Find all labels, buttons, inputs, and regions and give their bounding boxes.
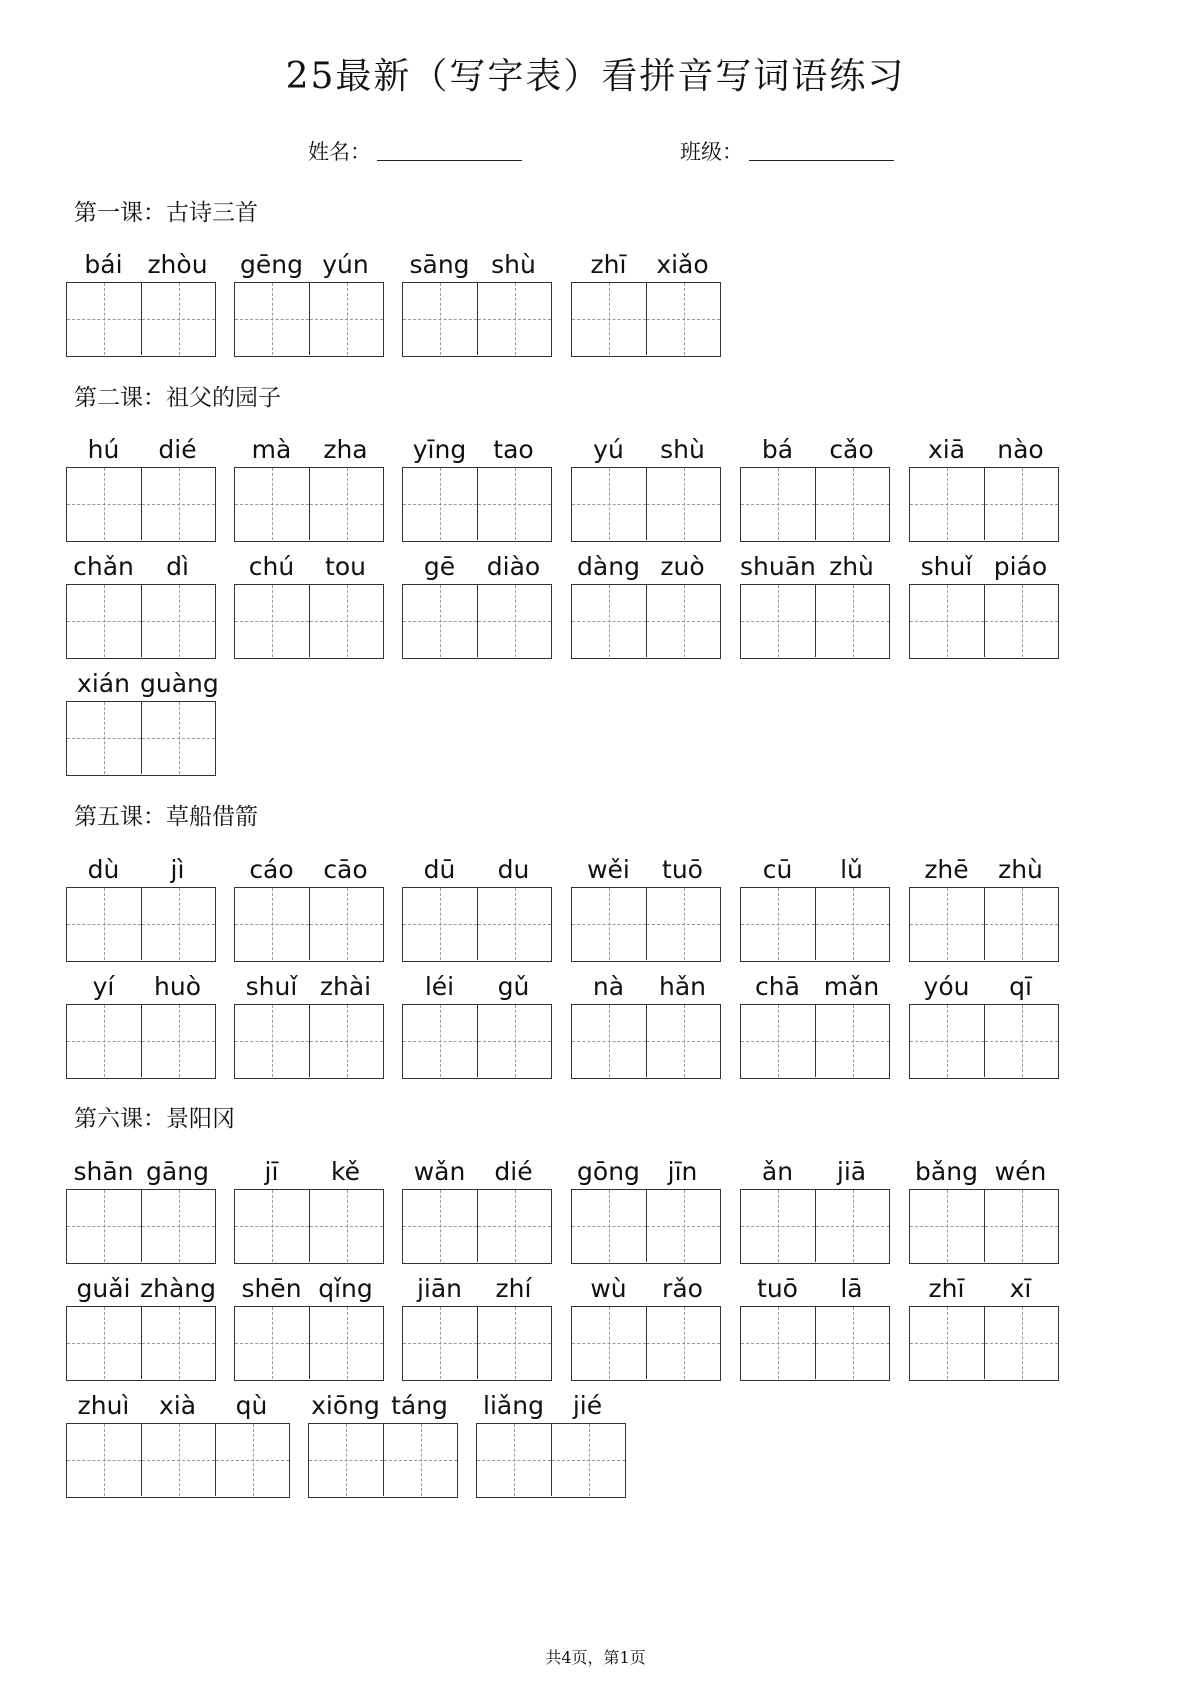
word-exercise [740,435,890,542]
tianzige-cell[interactable] [572,888,646,960]
pinyin-syllable: ǎn [761,1157,794,1186]
tianzige-cell[interactable] [309,585,383,657]
pinyin-syllable: shù [660,435,705,464]
word-exercise [909,552,1059,659]
pinyin-syllable: hǎn [658,972,706,1001]
pinyin-syllable: gāng [146,1157,209,1186]
pinyin-syllable: zhī [590,250,627,279]
tianzige-cell[interactable] [235,888,309,960]
tianzige-cell[interactable] [67,1307,141,1379]
tianzige-cell[interactable] [815,888,889,960]
writing-grid [909,584,1059,659]
page-title: 25最新（写字表）看拼音写词语练习 [285,56,906,97]
tianzige-cell[interactable] [646,1190,720,1262]
tianzige-cell[interactable] [141,702,215,774]
tianzige-cell[interactable] [910,468,984,540]
section-title: 第二课：祖父的园子 [74,385,281,411]
tianzige-cell[interactable] [646,585,720,657]
pinyin-syllable: dù [87,855,120,884]
tianzige-cell[interactable] [141,585,215,657]
pinyin-syllable: xiā [927,435,966,464]
word-exercise [66,552,216,659]
tianzige-cell[interactable] [403,888,477,960]
writing-grid [909,1189,1059,1264]
tianzige-cell[interactable] [141,283,215,355]
pinyin-syllable: shuān [740,552,816,581]
tianzige-cell[interactable] [403,585,477,657]
word-exercise [909,435,1059,542]
tianzige-cell[interactable] [572,1307,646,1379]
tianzige-cell[interactable] [309,888,383,960]
writing-grid [571,1189,721,1264]
writing-grid [66,584,216,659]
writing-grid [571,1004,721,1079]
tianzige-cell[interactable] [141,1424,215,1496]
writing-grid [740,1306,890,1381]
pinyin-syllable: bá [761,435,794,464]
writing-grid [66,887,216,962]
word-exercise [909,1274,1059,1381]
pinyin-syllable: táng [391,1391,448,1420]
tianzige-cell[interactable] [141,468,215,540]
pinyin-syllable: shān [73,1157,134,1186]
name-blank[interactable] [377,140,522,161]
tianzige-cell[interactable] [741,1190,815,1262]
tianzige-cell[interactable] [815,585,889,657]
writing-grid [234,584,384,659]
tianzige-cell[interactable] [141,1005,215,1077]
tianzige-cell[interactable] [910,585,984,657]
pinyin-syllable: zhē [924,855,969,884]
tianzige-cell[interactable] [741,585,815,657]
tianzige-cell[interactable] [984,468,1058,540]
writing-grid [66,1189,216,1264]
pinyin-syllable: wù [590,1274,627,1303]
pinyin-syllable: qī [1009,972,1032,1001]
section-title: 第五课：草船借箭 [74,804,258,830]
word-exercise [234,855,384,962]
pinyin-syllable: cǎo [829,435,874,464]
name-label: 姓名： [308,140,371,164]
pinyin-syllable: tuō [662,855,703,884]
tianzige-cell[interactable] [403,283,477,355]
writing-grid [234,1189,384,1264]
pinyin-syllable: chú [248,552,295,581]
word-exercise [66,1391,290,1498]
word-exercise [571,435,721,542]
word-exercise [402,972,552,1079]
tianzige-cell[interactable] [309,1190,383,1262]
tianzige-cell[interactable] [741,888,815,960]
pinyin-syllable: zhī [928,1274,965,1303]
pinyin-syllable: xià [158,1391,197,1420]
pinyin-syllable: zha [323,435,368,464]
tianzige-cell[interactable] [477,888,551,960]
tianzige-cell[interactable] [403,1307,477,1379]
writing-grid [402,1306,552,1381]
tianzige-cell[interactable] [477,1190,551,1262]
tianzige-cell[interactable] [403,1005,477,1077]
tianzige-cell[interactable] [309,283,383,355]
tianzige-cell[interactable] [815,1190,889,1262]
tianzige-cell[interactable] [235,1190,309,1262]
tianzige-cell[interactable] [235,585,309,657]
pinyin-syllable: zhàng [140,1274,217,1303]
tianzige-cell[interactable] [141,888,215,960]
pinyin-syllable: jiān [416,1274,463,1303]
word-exercise [571,972,721,1079]
pinyin-syllable: yīng [412,435,467,464]
pinyin-syllable: zhù [829,552,874,581]
pinyin-syllable: lǔ [840,855,863,884]
writing-grid [402,282,552,357]
tianzige-cell[interactable] [572,1005,646,1077]
writing-grid [740,584,890,659]
word-exercise [66,435,216,542]
word-exercise [234,435,384,542]
pinyin-syllable: diào [486,552,541,581]
tianzige-cell[interactable] [67,1190,141,1262]
tianzige-cell[interactable] [815,1005,889,1077]
writing-grid [571,467,721,542]
tianzige-cell[interactable] [309,1005,383,1077]
pinyin-syllable: yú [593,435,624,464]
pinyin-syllable: zhù [998,855,1043,884]
word-exercise [308,1391,458,1498]
pinyin-syllable: bái [84,250,123,279]
writing-grid [909,1306,1059,1381]
tianzige-cell[interactable] [309,1424,383,1496]
pinyin-syllable: cū [762,855,793,884]
writing-grid [740,1004,890,1079]
tianzige-cell[interactable] [984,585,1058,657]
pinyin-syllable: wén [994,1157,1047,1186]
writing-grid [66,1306,216,1381]
writing-grid [909,1004,1059,1079]
tianzige-cell[interactable] [815,468,889,540]
word-exercise [571,855,721,962]
pinyin-syllable: jié [572,1391,603,1420]
writing-grid [66,1423,290,1498]
tianzige-cell[interactable] [235,468,309,540]
pinyin-syllable: dàng [577,552,640,581]
tianzige-cell[interactable] [815,1307,889,1379]
writing-grid [571,282,721,357]
tianzige-cell[interactable] [646,1005,720,1077]
pinyin-syllable: qǐng [318,1274,373,1303]
word-exercise [234,250,384,357]
word-exercise [402,1274,552,1381]
pinyin-syllable: huò [154,972,201,1001]
tianzige-cell[interactable] [984,888,1058,960]
tianzige-cell[interactable] [67,702,141,774]
pinyin-syllable: léi [424,972,455,1001]
writing-grid [740,1189,890,1264]
tianzige-cell[interactable] [572,468,646,540]
pinyin-syllable: hú [87,435,120,464]
pinyin-syllable: qù [235,1391,268,1420]
writing-grid [571,1306,721,1381]
pinyin-syllable: yóu [923,972,970,1001]
word-exercise [740,972,890,1079]
pinyin-syllable: yí [92,972,115,1001]
writing-grid [308,1423,458,1498]
pinyin-syllable: jī [264,1157,279,1186]
tianzige-cell[interactable] [984,1005,1058,1077]
word-exercise [909,972,1059,1079]
word-exercise [66,1157,216,1264]
tianzige-cell[interactable] [572,585,646,657]
page-footer: 共4页，第1页 [545,1648,646,1667]
pinyin-syllable: tao [493,435,534,464]
pinyin-syllable: xián [77,669,130,698]
pinyin-syllable: jì [170,855,185,884]
pinyin-syllable: shuǐ [920,552,973,581]
tianzige-cell[interactable] [910,1190,984,1262]
word-exercise [571,1274,721,1381]
section-title: 第六课：景阳冈 [74,1106,235,1132]
tianzige-cell[interactable] [67,468,141,540]
tianzige-cell[interactable] [477,585,551,657]
tianzige-cell[interactable] [910,1005,984,1077]
word-exercise [740,1157,890,1264]
pinyin-syllable: dì [166,552,189,581]
word-exercise [66,1274,216,1381]
word-exercise [234,1274,384,1381]
pinyin-syllable: tuō [757,1274,798,1303]
writing-grid [402,1004,552,1079]
word-exercise [909,1157,1059,1264]
word-exercise [571,250,721,357]
word-exercise [571,1157,721,1264]
writing-grid [740,467,890,542]
word-exercise [66,855,216,962]
tianzige-cell[interactable] [572,1190,646,1262]
pinyin-syllable: dū [423,855,456,884]
pinyin-syllable: liǎng [483,1391,544,1420]
pinyin-syllable: xiōng [311,1391,380,1420]
writing-grid [402,467,552,542]
word-exercise [402,855,552,962]
word-exercise [402,250,552,357]
word-exercise [571,552,721,659]
tianzige-cell[interactable] [551,1424,625,1496]
pinyin-syllable: mà [251,435,292,464]
tianzige-cell[interactable] [141,1190,215,1262]
pinyin-syllable: gǔ [497,972,530,1001]
writing-grid [909,467,1059,542]
word-exercise [402,435,552,542]
writing-grid [234,1004,384,1079]
tianzige-cell[interactable] [477,1307,551,1379]
writing-grid [402,887,552,962]
tianzige-cell[interactable] [741,1005,815,1077]
word-exercise [234,552,384,659]
pinyin-syllable: guǎi [76,1274,131,1303]
pinyin-syllable: cāo [323,855,368,884]
pinyin-syllable: cáo [249,855,294,884]
class-field[interactable] [680,136,894,166]
word-exercise [402,1157,552,1264]
word-exercise [476,1391,626,1498]
pinyin-syllable: gē [423,552,456,581]
writing-grid [571,887,721,962]
tianzige-cell[interactable] [215,1424,289,1496]
tianzige-cell[interactable] [477,283,551,355]
tianzige-cell[interactable] [403,1190,477,1262]
pinyin-syllable: dié [494,1157,533,1186]
tianzige-cell[interactable] [741,468,815,540]
name-field[interactable] [308,136,522,166]
tianzige-cell[interactable] [235,283,309,355]
pinyin-syllable: zhài [319,972,372,1001]
tianzige-cell[interactable] [477,468,551,540]
tianzige-cell[interactable] [67,1424,141,1496]
pinyin-syllable: shuǐ [245,972,298,1001]
word-exercise [234,972,384,1079]
pinyin-syllable: kě [331,1157,360,1186]
pinyin-syllable: nào [997,435,1044,464]
writing-grid [234,282,384,357]
tianzige-cell[interactable] [309,1307,383,1379]
tianzige-cell[interactable] [383,1424,457,1496]
tianzige-cell[interactable] [235,1005,309,1077]
word-exercise [740,855,890,962]
pinyin-syllable: sāng [409,250,470,279]
word-exercise [402,552,552,659]
class-blank[interactable] [749,140,894,161]
writing-grid [571,584,721,659]
writing-grid [66,282,216,357]
pinyin-syllable: piáo [993,552,1048,581]
writing-grid [66,1004,216,1079]
writing-grid [476,1423,626,1498]
tianzige-cell[interactable] [235,1307,309,1379]
pinyin-syllable: shù [491,250,536,279]
pinyin-syllable: bǎng [915,1157,978,1186]
tianzige-cell[interactable] [67,1005,141,1077]
pinyin-syllable: mǎn [823,972,880,1001]
pinyin-syllable: chā [755,972,800,1001]
word-exercise [234,1157,384,1264]
pinyin-syllable: wǎn [413,1157,466,1186]
tianzige-cell[interactable] [477,1005,551,1077]
pinyin-syllable: zhòu [147,250,208,279]
section-title: 第一课：古诗三首 [74,200,258,226]
tianzige-cell[interactable] [910,1307,984,1379]
pinyin-syllable: gēng [240,250,303,279]
writing-grid [402,1189,552,1264]
word-exercise [66,669,219,776]
pinyin-syllable: yún [322,250,369,279]
pinyin-syllable: du [497,855,530,884]
pinyin-syllable: zhí [495,1274,532,1303]
pinyin-syllable: tou [325,552,366,581]
pinyin-syllable: jiā [836,1157,867,1186]
pinyin-syllable: shēn [241,1274,302,1303]
pinyin-syllable: guàng [140,669,219,698]
tianzige-cell[interactable] [572,283,646,355]
tianzige-cell[interactable] [403,468,477,540]
tianzige-cell[interactable] [477,1424,551,1496]
writing-grid [402,584,552,659]
pinyin-syllable: lā [840,1274,863,1303]
tianzige-cell[interactable] [910,888,984,960]
tianzige-cell[interactable] [646,888,720,960]
tianzige-cell[interactable] [309,468,383,540]
tianzige-cell[interactable] [646,283,720,355]
writing-grid [66,467,216,542]
pinyin-syllable: xī [1009,1274,1032,1303]
class-label: 班级： [680,140,743,164]
writing-grid [234,1306,384,1381]
word-exercise [740,552,890,659]
pinyin-syllable: nà [592,972,625,1001]
pinyin-syllable: gōng [577,1157,640,1186]
word-exercise [909,855,1059,962]
pinyin-syllable: zuò [660,552,705,581]
tianzige-cell[interactable] [984,1190,1058,1262]
word-exercise [66,972,216,1079]
pinyin-syllable: jīn [667,1157,698,1186]
tianzige-cell[interactable] [984,1307,1058,1379]
pinyin-syllable: dié [158,435,197,464]
writing-grid [234,467,384,542]
word-exercise [66,250,216,357]
pinyin-syllable: chǎn [73,552,134,581]
writing-grid [66,701,216,776]
tianzige-cell[interactable] [646,1307,720,1379]
pinyin-syllable: rǎo [662,1274,703,1303]
pinyin-syllable: xiǎo [656,250,709,279]
tianzige-cell[interactable] [67,585,141,657]
tianzige-cell[interactable] [646,468,720,540]
writing-grid [234,887,384,962]
tianzige-cell[interactable] [67,283,141,355]
word-exercise [740,1274,890,1381]
pinyin-syllable: zhuì [77,1391,130,1420]
tianzige-cell[interactable] [67,888,141,960]
tianzige-cell[interactable] [141,1307,215,1379]
writing-grid [909,887,1059,962]
pinyin-syllable: wěi [587,855,630,884]
writing-grid [740,887,890,962]
tianzige-cell[interactable] [741,1307,815,1379]
